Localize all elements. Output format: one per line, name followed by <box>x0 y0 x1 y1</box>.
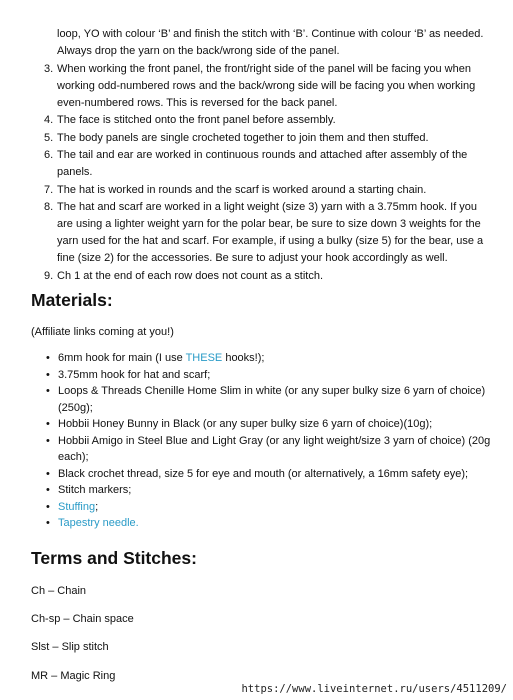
note-number: 6. <box>44 149 54 161</box>
term-chain-space: Ch-sp – Chain space <box>31 613 134 625</box>
bullet-icon: • <box>46 517 50 529</box>
material-item <box>0 466 513 483</box>
stuffing-link[interactable]: Stuffing <box>58 500 96 513</box>
material-text: Loops & Threads Chenille Home Slim in white (or any super bulky size 6 yarn of choice)(250g); <box>58 385 486 414</box>
materials-heading: Materials: <box>31 290 113 310</box>
note-item <box>0 130 513 147</box>
material-text: ; <box>95 500 99 513</box>
material-item <box>0 350 513 367</box>
note-item <box>0 147 513 181</box>
note-number: 5. <box>44 131 54 144</box>
material-text: 3.75mm hook for hat and scarf; <box>58 368 211 381</box>
term-chain: Ch – Chain <box>31 585 87 597</box>
note-number: 7. <box>44 183 54 196</box>
tapestry-needle-link[interactable]: Tapestry needle. <box>58 517 139 529</box>
material-text: Hobbii Honey Bunny in Black (or any super bulky size 6 yarn of choice)(10g); <box>58 418 433 430</box>
note-number: 8. <box>44 201 54 213</box>
note-item <box>0 61 513 112</box>
affiliate-note: (Affiliate links coming at you!) <box>31 326 174 338</box>
material-item <box>0 499 513 516</box>
note-item <box>0 268 513 285</box>
note-text: The hat is worked in rounds and the scarf is worked around a starting chain. <box>57 183 427 196</box>
bullet-icon: • <box>46 500 50 513</box>
term-slip-stitch: Slst – Slip stitch <box>31 641 109 653</box>
terms-heading: Terms and Stitches: <box>31 548 197 568</box>
note-number: 4. <box>44 114 54 126</box>
note-text: When working the front panel, the front/right side of the panel will be facing you when working odd-numbered rows and the back/wrong side will be facing you when working even-numbered rows. This is reversed for the back panel. <box>57 62 476 109</box>
these-hooks-link[interactable]: THESE <box>185 352 223 364</box>
material-item <box>0 515 513 532</box>
note-text: loop, YO with colour ‘B’ and finish the stitch with ‘B’. Continue with colour ‘B’ as needed. Always drop the yarn on the back/wrong side of the panel. <box>57 28 484 57</box>
bullet-icon: • <box>46 385 50 397</box>
note-item <box>0 22 513 60</box>
bullet-icon: • <box>46 467 50 480</box>
bullet-icon: • <box>46 368 50 381</box>
source-url-watermark: https://www.liveinternet.ru/users/4511209/ <box>241 683 507 695</box>
note-item <box>0 199 513 267</box>
note-text: Ch 1 at the end of each row does not count as a stitch. <box>57 269 323 282</box>
term-magic-ring: MR – Magic Ring <box>31 670 116 682</box>
material-item <box>0 433 513 466</box>
note-item <box>0 182 513 199</box>
note-number: 3. <box>44 62 54 75</box>
note-item <box>0 112 513 129</box>
material-item <box>0 367 513 384</box>
materials-list <box>0 350 513 532</box>
note-number: 9. <box>44 269 54 282</box>
bullet-icon: • <box>46 418 50 430</box>
material-text: 6mm hook for main (I use <box>58 352 186 364</box>
pattern-notes-list <box>0 22 513 285</box>
note-text: The tail and ear are worked in continuous rounds and attached after assembly of the panels. <box>57 149 468 178</box>
bullet-icon: • <box>46 352 50 364</box>
material-text: hooks!); <box>222 352 265 364</box>
note-text: The body panels are single crocheted together to join them and then stuffed. <box>57 131 429 144</box>
material-text: Hobbii Amigo in Steel Blue and Light Gray (or any light weight/size 3 yarn of choice) (20g each); <box>58 434 491 463</box>
note-text: The face is stitched onto the front panel before assembly. <box>57 114 336 126</box>
material-item <box>0 383 513 416</box>
material-item <box>0 482 513 499</box>
material-text: Black crochet thread, size 5 for eye and mouth (or alternatively, a 16mm safety eye); <box>58 467 469 480</box>
material-item <box>0 416 513 433</box>
bullet-icon: • <box>46 484 50 496</box>
material-text: Stitch markers; <box>58 484 132 496</box>
bullet-icon: • <box>46 434 50 447</box>
note-text: The hat and scarf are worked in a light weight (size 3) yarn with a 3.75mm hook. If you are using a lighter weight yarn for the polar bear, be sure to size down 3 weights for the yarn used for the hat and scarf. For example, if using a bulky (size 5) for the bear, use a fine (size 2) for the accessories. Be sure to adjust your hook accordingly as well. <box>57 201 484 264</box>
